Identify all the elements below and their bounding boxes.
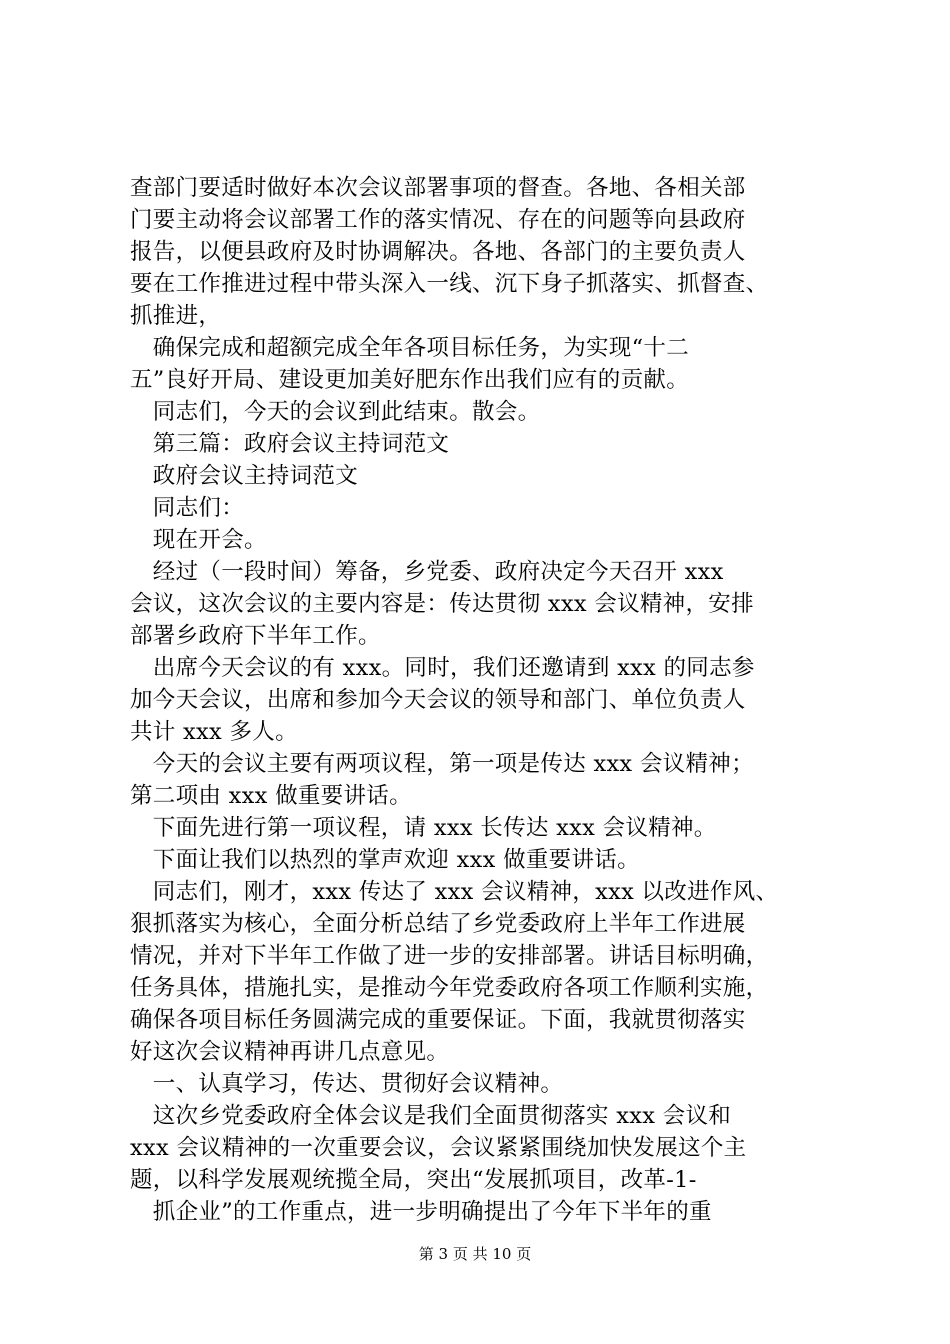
text-line: 共计 xxx 多人。 xyxy=(130,719,298,745)
text-line: 下面先进行第一项议程，请 xxx 长传达 xxx 会议精神。 xyxy=(130,815,717,841)
text-line: 会议，这次会议的主要内容是：传达贯彻 xxx 会议精神，安排 xyxy=(130,591,754,617)
text-line: 五”良好开局、建设更加美好肥东作出我们应有的贡献。 xyxy=(130,367,690,393)
text-line: 好这次会议精神再讲几点意见。 xyxy=(130,1039,450,1065)
text-line: 今天的会议主要有两项议程，第一项是传达 xxx 会议精神； xyxy=(130,751,754,777)
text-line: 现在开会。 xyxy=(130,527,267,553)
text-line: 下面让我们以热烈的掌声欢迎 xxx 做重要讲话。 xyxy=(130,847,640,873)
text-line: xxx 会议精神的一次重要会议，会议紧紧围绕加快发展这个主 xyxy=(130,1135,747,1161)
text-line: 狠抓落实为核心，全面分析总结了乡党委政府上半年工作进展 xyxy=(130,911,746,937)
text-line: 确保各项目标任务圆满完成的重要保证。下面，我就贯彻落实 xyxy=(130,1007,746,1033)
text-line: 门要主动将会议部署工作的落实情况、存在的问题等向县政府 xyxy=(130,207,746,233)
text-line: 经过（一段时间）筹备，乡党委、政府决定今天召开 xxx xyxy=(130,559,724,585)
text-line: 抓企业”的工作重点，进一步明确提出了今年下半年的重 xyxy=(130,1199,712,1225)
text-line: 同志们： xyxy=(130,495,245,521)
text-line: 部署乡政府下半年工作。 xyxy=(130,623,381,649)
text-line: 出席今天会议的有 xxx。同时，我们还邀请到 xxx 的同志参 xyxy=(130,655,755,681)
section-heading: 第三篇：政府会议主持词范文 xyxy=(130,431,450,457)
document-body xyxy=(130,172,830,1228)
text-line: 查部门要适时做好本次会议部署事项的督查。各地、各相关部 xyxy=(130,175,746,201)
text-line: 第二项由 xxx 做重要讲话。 xyxy=(130,783,412,809)
document-title: 政府会议主持词范文 xyxy=(130,463,359,489)
text-line: 同志们，刚才，xxx 传达了 xxx 会议精神，xxx 以改进作风、 xyxy=(130,879,779,905)
text-line: 题，以科学发展观统揽全局，突出“发展抓项目，改革-1- xyxy=(130,1167,697,1193)
text-line: 加今天会议，出席和参加今天会议的领导和部门、单位负责人 xyxy=(130,687,746,713)
text-line: 确保完成和超额完成全年各项目标任务，为实现“十二 xyxy=(130,335,690,361)
text-line: 情况，并对下半年工作做了进一步的安排部署。讲话目标明确， xyxy=(130,943,769,969)
text-line: 同志们，今天的会议到此结束。散会。 xyxy=(130,399,541,425)
text-line: 要在工作推进过程中带头深入一线、沉下身子抓落实、抓督查、 xyxy=(130,271,769,297)
text-line: 抓推进， xyxy=(130,303,222,329)
text-line: 报告，以便县政府及时协调解决。各地、各部门的主要负责人 xyxy=(130,239,746,265)
text-line: 任务具体，措施扎实，是推动今年党委政府各项工作顺利实施， xyxy=(130,975,769,1001)
numbered-heading: 一、认真学习，传达、贯彻好会议精神。 xyxy=(130,1071,564,1097)
text-line: 这次乡党委政府全体会议是我们全面贯彻落实 xxx 会议和 xyxy=(130,1103,732,1129)
page-number-footer: 第 3 页 共 10 页 xyxy=(418,1245,532,1263)
